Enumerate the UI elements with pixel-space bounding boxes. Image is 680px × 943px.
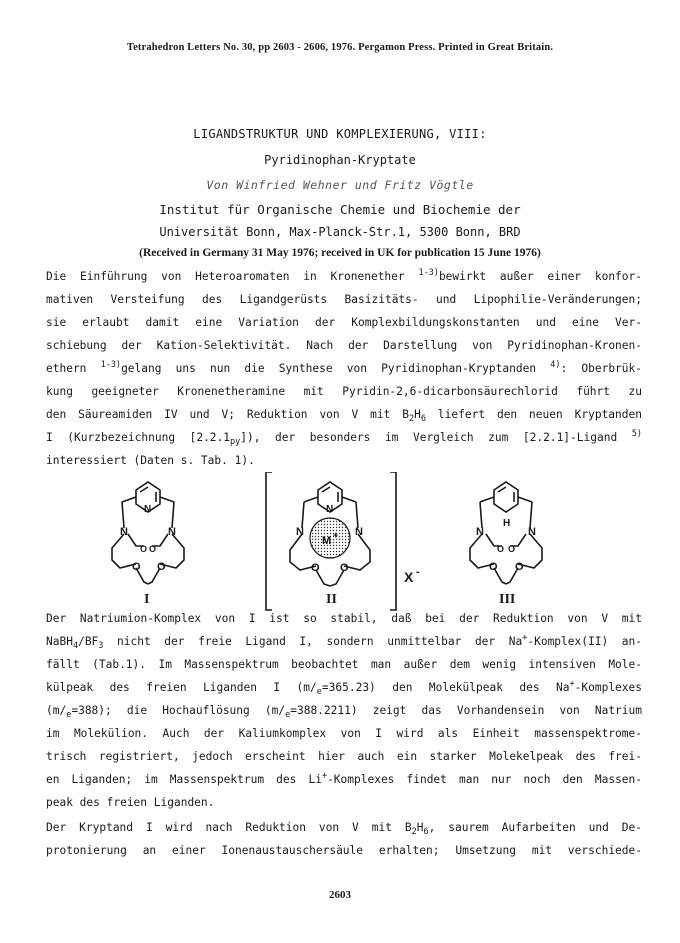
right-bracket [390,472,396,610]
left-bracket [266,472,272,610]
cryptand-structures-figure [96,472,616,612]
atom-N: N [355,526,363,538]
anion-X: X [404,569,414,585]
charge-plus: + [333,530,339,540]
text-line: protonierung an einer Ionenaustauschersäule erhalten; Umsetzung mit verschiede- [46,844,642,857]
structure-I [112,482,184,584]
text-line: Die Einführung von Heteroaromaten in Kronenether $^{1-3)}$bewirkt außer einer konfor- [46,268,642,283]
atom-N: N [120,526,128,538]
anion-charge: - [416,566,420,578]
atom-O: O [489,561,498,573]
text-line: mativen Versteifung des Ligandgerüsts Basizitäts- und Lipophilie-Veränderungen; [46,293,642,306]
atom-O: O [149,544,157,554]
atom-N: N [144,504,152,515]
text-line: trisch registriert, jedoch erscheint hier auch ein starker Molekelpeak des frei- [46,750,642,763]
atom-O: O [340,562,349,574]
atom-O: O [508,544,516,554]
compound-label-III: III [499,592,516,607]
text-line: sie erlaubt damit eine Variation der Komplexbildungskonstanten und eine Ver- [46,316,642,329]
received-dates: (Received in Germany 31 May 1976; received in UK for publication 15 June 1976) [139,247,541,259]
text-line: I (Kurzbezeichnung $[2.2.1_{py}]$), der besonders im Vergleich zum [2.2.1]-Ligand $^{5)}$ [46,429,642,447]
text-line: külpeak des freien Liganden I $(m/_e=365.23)$ den Molekülpeak des Na+-Komplexes [46,679,642,697]
article-subtitle: Pyridinophan-Kryptate [264,153,416,167]
text-line: den Säureamiden IV und V; Reduktion von V mit $B_2H_6$ liefert den neuen Kryptanden [46,408,642,424]
text-line: im Molekülion. Auch der Kaliumkomplex von I wird als Einheit massenspektrome- [46,727,642,740]
atom-N: N [296,526,304,538]
page-number: 2603 [329,889,351,901]
text-line: fällt (Tab.1). Im Massenspektrum beobachtet man außer dem wenig intensiven Mole- [46,658,642,671]
text-line: schiebung der Kation-Selektivität. Nach der Darstellung von Pyridinophan-Kronen- [46,339,642,352]
text-line: $(m/_e=388)$; die Hochauflösung $(m/_e=388.2211)$ zeigt das Vorhandensein von Natrium [46,704,642,720]
atom-O: O [497,544,505,554]
atom-N: N [168,526,176,538]
institute-line-1: Institut für Organische Chemie und Biochemie der [159,202,521,217]
atom-H: H [503,518,511,529]
authors: Von Winfried Wehner und Fritz Vögtle [206,178,474,192]
atom-M: M [322,535,332,547]
structure-II [266,472,420,610]
atom-N: N [528,526,536,538]
atom-N: N [326,504,334,515]
compound-label-II: II [326,592,337,607]
article-title: LIGANDSTRUKTUR UND KOMPLEXIERUNG, VIII: [193,127,487,141]
atom-O: O [515,561,524,573]
text-line: en Liganden; im Massenspektrum des Li+-Komplexes findet man nur noch den Massen- [46,771,643,786]
atom-N: N [476,526,484,538]
text-line: kung geeigneter Kronenetheramine mit Pyridin-2,6-dicarbonsäurechlorid führt zu [46,385,642,398]
atom-O: O [140,544,148,554]
text-line: interessiert (Daten s. Tab. 1). [46,454,255,467]
text-line: Der Natriumion-Komplex von I ist so stabil, daß bei der Reduktion von V mit [46,612,642,625]
text-line: ethern $^{1-3)}$gelang uns nun die Synthese von Pyridinophan-Kryptanden $^{4)}$: Oberbrük- [46,360,642,375]
journal-header: Tetrahedron Letters No. 30, pp 2603 - 2606, 1976. Pergamon Press. Printed in Great Britain. [126,42,554,53]
atom-O: O [132,561,141,573]
text-line: peak des freien Liganden. [46,796,215,809]
atom-O: O [311,562,320,574]
compound-label-I: I [144,592,150,607]
atom-O: O [157,561,166,573]
structure-III [470,482,542,584]
text-line: Der Kryptand I wird nach Reduktion von V mit $B_2H_6$, saurem Aufarbeiten und De- [46,821,642,837]
text-line: $NaBH_4/BF_3$ nicht der freie Ligand I, sondern unmittelbar der Na+-Komplex(II) an- [46,633,642,651]
institute-line-2: Universität Bonn, Max-Planck-Str.1, 5300 Bonn, BRD [159,225,521,239]
